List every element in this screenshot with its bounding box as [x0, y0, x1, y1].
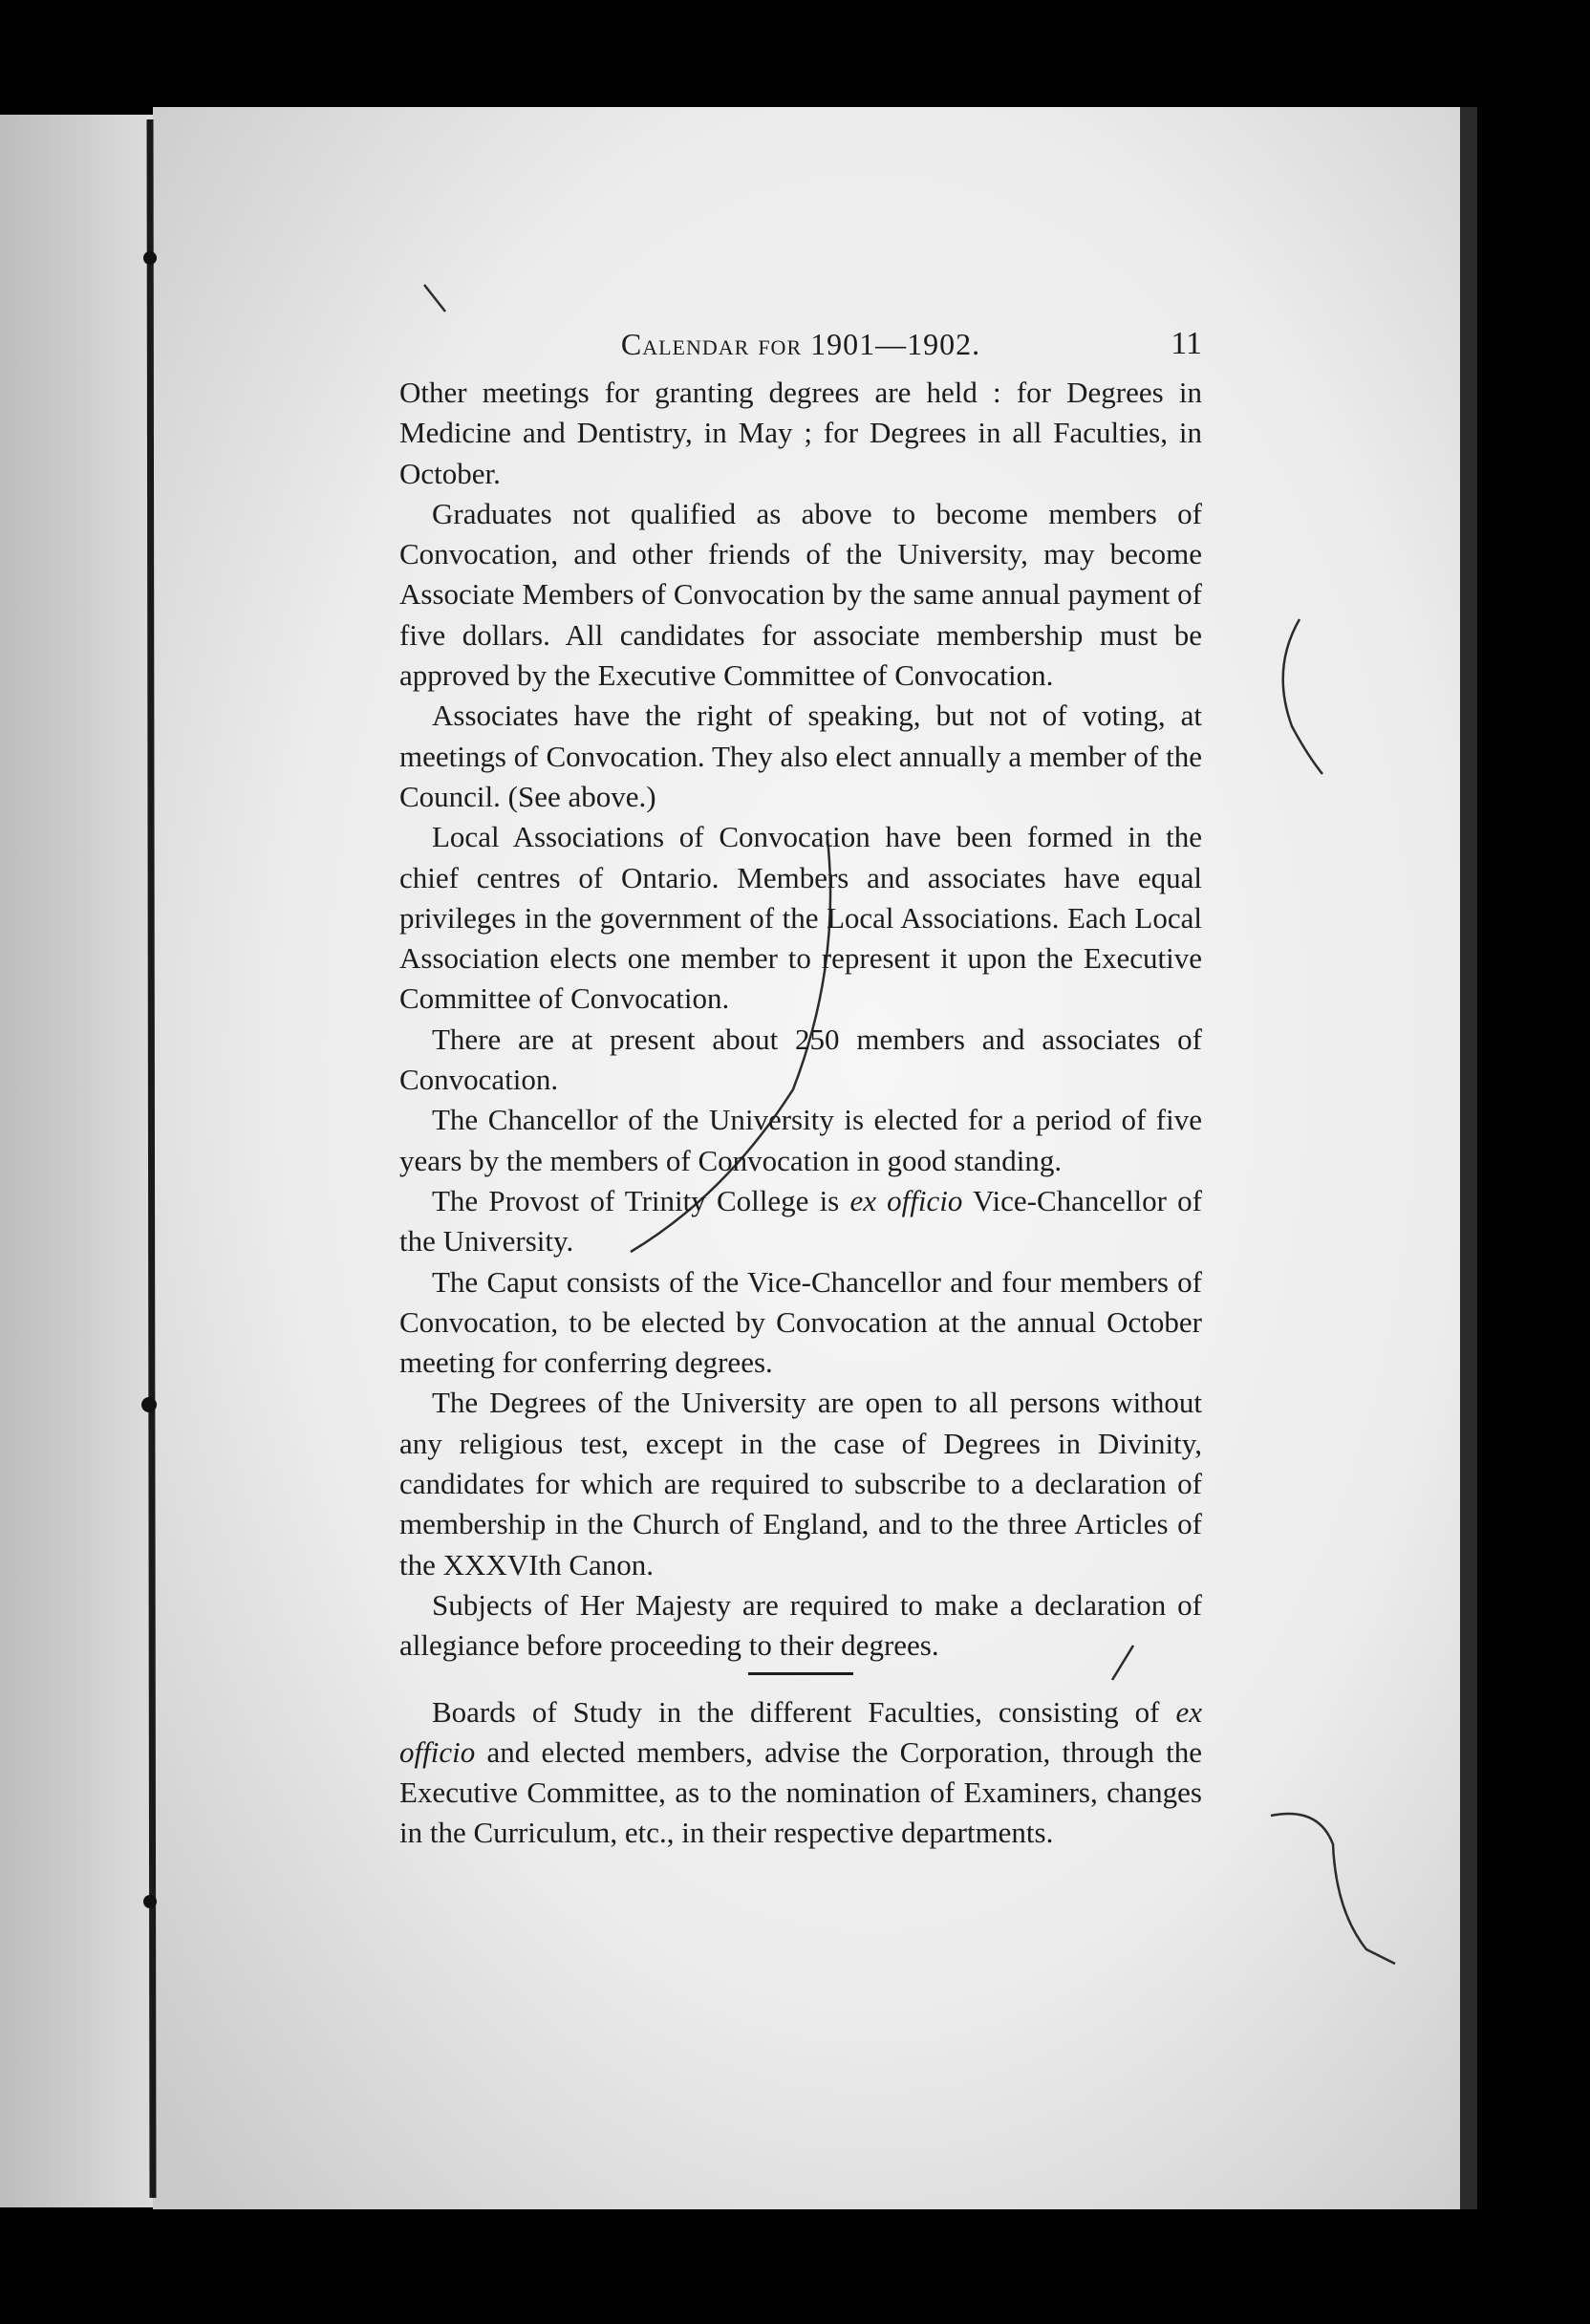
provost-italic: ex officio: [849, 1183, 963, 1217]
paragraph-local-associations: Local Associations of Convocation have been formed in the chief centres of Ontario. Members and associates have equal privileges in the government of the Local Associations. Each Local Association elects one member to represent it upon the Executive Committee of Convocation.: [399, 820, 1202, 1016]
paragraph-member-count: There are at present about 250 members and associates of Convocation.: [399, 1022, 1202, 1097]
provost-text-2: Vice-Chancellor of the University.: [399, 1183, 1203, 1259]
paragraph-religious-test: The Degrees of the University are open to all persons without any religious test, except in the case of Degrees in Divinity, candidates for which are required to subscribe to a declaration of membership in the Church of England, and to the three Articles of the XXXVIth Canon.: [399, 1386, 1202, 1582]
page-text: [399, 315, 1202, 1854]
section-divider: [748, 1672, 853, 1675]
paragraph-provost: [399, 1181, 1202, 1262]
paragraph-allegiance: Subjects of Her Majesty are required to make a declaration of allegiance before proceeding to their degrees.: [399, 1587, 1202, 1663]
boards-italic: ex officio: [399, 1694, 1202, 1769]
running-header: [399, 315, 1202, 373]
binding-edge: [150, 119, 153, 2198]
paragraph-chancellor: The Chancellor of the University is elected for a period of five years by the members of Convocation in good standing.: [399, 1103, 1202, 1177]
page-number: 11: [1171, 326, 1202, 361]
paragraph-associates-rights: Associates have the right of speaking, but not of voting, at meetings of Convocation. They also elect annually a member of the Council. (See above.): [399, 699, 1202, 813]
header-title: Calendar for 1901—1902.: [620, 327, 981, 361]
paragraph-degree-meetings: Other meetings for granting degrees are held : for Degrees in Medicine and Dentistry, in May ; for Degrees in all Faculties, in October.: [399, 376, 1202, 490]
paragraph-associate-members: Graduates not qualified as above to become members of Convocation, and other friends of the University, may become Associate Members of Convocation by the same annual payment of five dollars. All candidates for associate membership must be approved by the Executive Committee of Convocation.: [399, 496, 1202, 693]
paragraph-boards-of-study: [399, 1692, 1202, 1854]
provost-text-1: The Provost of Trinity College is: [432, 1183, 850, 1217]
boards-text-2: and elected members, advise the Corporation, through the Executive Committee, as to the nomination of Examiners, changes in the Curriculum, etc., in their respective departments.: [399, 1734, 1202, 1850]
left-page-strip: [0, 115, 153, 2207]
paragraph-caput: The Caput consists of the Vice-Chancellor and four members of Convocation, to be elected by Convocation at the annual October meeting for conferring degrees.: [399, 1264, 1202, 1380]
boards-text-1: Boards of Study in the different Faculties, consisting of: [432, 1694, 1176, 1729]
